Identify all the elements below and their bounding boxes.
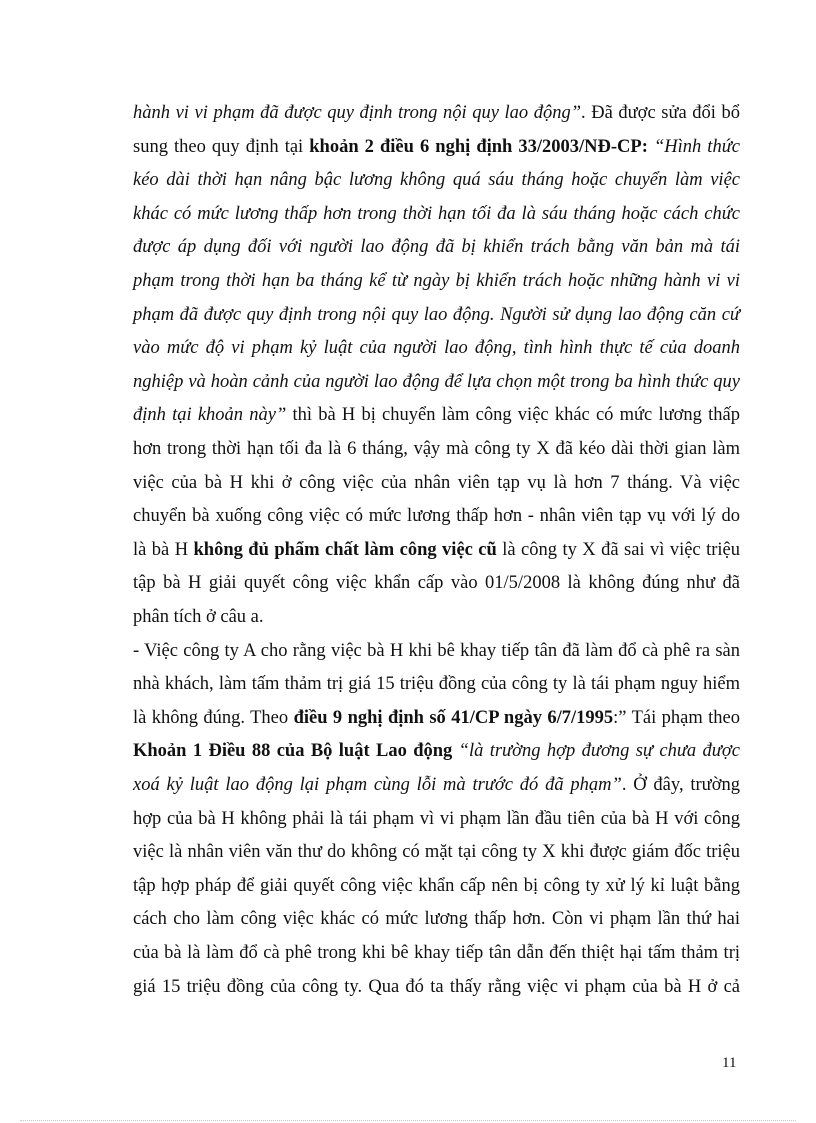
text-segment: hợp của bà H không phải là tái phạm vì vi phạm lần đầu tiên của bà H với công <box>133 808 740 829</box>
text-segment: - Việc công ty A cho rằng việc bà H khi bê khay tiếp tân đã làm đổ cà phê ra sàn <box>133 640 740 661</box>
italic-text: “Hình thức <box>647 136 740 157</box>
text-line <box>133 571 740 595</box>
page-bottom-rule <box>20 1120 796 1121</box>
text-line <box>133 941 740 965</box>
italic-text: kéo dài thời hạn nâng bậc lương không quá sáu tháng hoặc chuyển làm việc <box>133 170 740 191</box>
text-segment: của bà là làm đổ cà phê trong khi bê khay tiếp tân dẫn đến thiệt hại tấm thảm trị <box>133 943 740 963</box>
text-segment: việc là nhân viên văn thư do không có mặt tại công ty X khi được giám đốc triệu <box>133 842 740 863</box>
text-segment: . Ở đây, trường <box>621 775 740 795</box>
text-segment: chuyển bà xuống công việc có mức lương thấp hơn - nhân viên tạp vụ với lý do <box>133 506 740 527</box>
text-segment: thì bà H bị chuyển làm công việc khác có mức lương thấp <box>286 405 740 426</box>
italic-text: vào mức độ vi phạm kỷ luật của người lao động, tình hình thực tế của doanh <box>133 338 740 359</box>
bold-text: điều 9 nghị định số 41/CP ngày 6/7/1995 <box>293 707 614 728</box>
text-segment: việc của bà H khi ở công việc của nhân viên tạp vụ là hơn 7 tháng. Và việc <box>133 472 740 493</box>
text-segment: . Đã được sửa đổi bổ <box>581 103 740 123</box>
text-segment: cách cho làm công việc khác có mức lương thấp hơn. Còn vi phạm lần thứ hai <box>133 909 740 930</box>
text-line <box>133 437 740 461</box>
text-line <box>133 303 740 327</box>
text-segment: tập bà H giải quyết công việc khẩn cấp vào 01/5/2008 là không đúng như đã <box>133 573 740 594</box>
bold-text: không đủ phẩm chất làm công việc cũ <box>193 539 497 560</box>
text-segment: là không đúng. Theo <box>133 707 294 728</box>
text-segment: :” Tái phạm theo <box>613 707 741 728</box>
italic-text: nghiệp và hoàn cảnh của người lao động để lựa chọn một trong ba hình thức quy <box>133 371 740 392</box>
text-line <box>133 874 740 898</box>
text-segment: phân tích ở câu a. <box>133 607 264 627</box>
page-number: 11 <box>722 1055 737 1071</box>
text-line <box>133 605 740 629</box>
text-segment: tập hợp pháp để giải quyết công việc khẩn cấp nên bị công ty xử lý kỉ luật bằng <box>133 875 740 896</box>
text-line <box>133 739 740 763</box>
text-line <box>133 168 740 192</box>
text-line <box>133 336 740 360</box>
bold-text: Khoản 1 Điều 88 của Bộ luật Lao động <box>133 741 453 762</box>
text-segment: sung theo quy định tại <box>133 136 310 157</box>
text-line <box>133 202 740 226</box>
italic-text: định tại khoản này” <box>133 405 287 426</box>
text-line <box>133 471 740 495</box>
text-line <box>133 672 740 696</box>
text-line <box>133 135 740 159</box>
italic-text: khác có mức lương thấp hơn trong thời hạn tối đa là sáu tháng hoặc cách chức <box>133 203 740 224</box>
text-line <box>133 235 740 259</box>
text-segment: hơn trong thời hạn tối đa là 6 tháng, vậy mà công ty X đã kéo dài thời gian làm <box>133 439 740 459</box>
text-segment: là bà H <box>133 539 194 560</box>
text-line <box>133 538 740 562</box>
bold-text: khoản 2 điều 6 nghị định 33/2003/NĐ-CP: <box>309 136 648 157</box>
text-line <box>133 269 740 293</box>
text-line <box>133 370 740 394</box>
text-line <box>133 773 740 797</box>
text-segment: giá 15 triệu đồng của công ty. Qua đó ta thấy rằng việc vi phạm của bà H ở cả <box>133 976 740 997</box>
text-line <box>133 975 740 999</box>
text-line <box>133 706 740 730</box>
text-line <box>133 840 740 864</box>
text-segment: nhà khách, làm tấm thảm trị giá 15 triệu đồng của công ty là tái phạm nguy hiểm <box>133 674 740 695</box>
italic-text: phạm đã được quy định trong nội quy lao động. Người sử dụng lao động căn cứ <box>133 304 740 325</box>
italic-text: “là trường hợp đương sự chưa được <box>452 741 740 762</box>
text-line <box>133 807 740 831</box>
text-line <box>133 907 740 931</box>
text-segment: là công ty X đã sai vì việc triệu <box>496 539 740 560</box>
text-line <box>133 639 740 663</box>
italic-text: xoá kỷ luật lao động lại phạm cùng lỗi mà trước đó đã phạm” <box>133 775 622 795</box>
italic-text: được áp dụng đối với người lao động đã bị khiển trách bằng văn bản mà tái <box>133 237 740 258</box>
text-line <box>133 504 740 528</box>
text-line <box>133 101 740 125</box>
italic-text: phạm trong thời hạn ba tháng kể từ ngày bị khiển trách hoặc những hành vi vi <box>133 271 740 291</box>
italic-text: hành vi vi phạm đã được quy định trong nội quy lao động” <box>133 103 582 123</box>
text-line <box>133 403 740 427</box>
